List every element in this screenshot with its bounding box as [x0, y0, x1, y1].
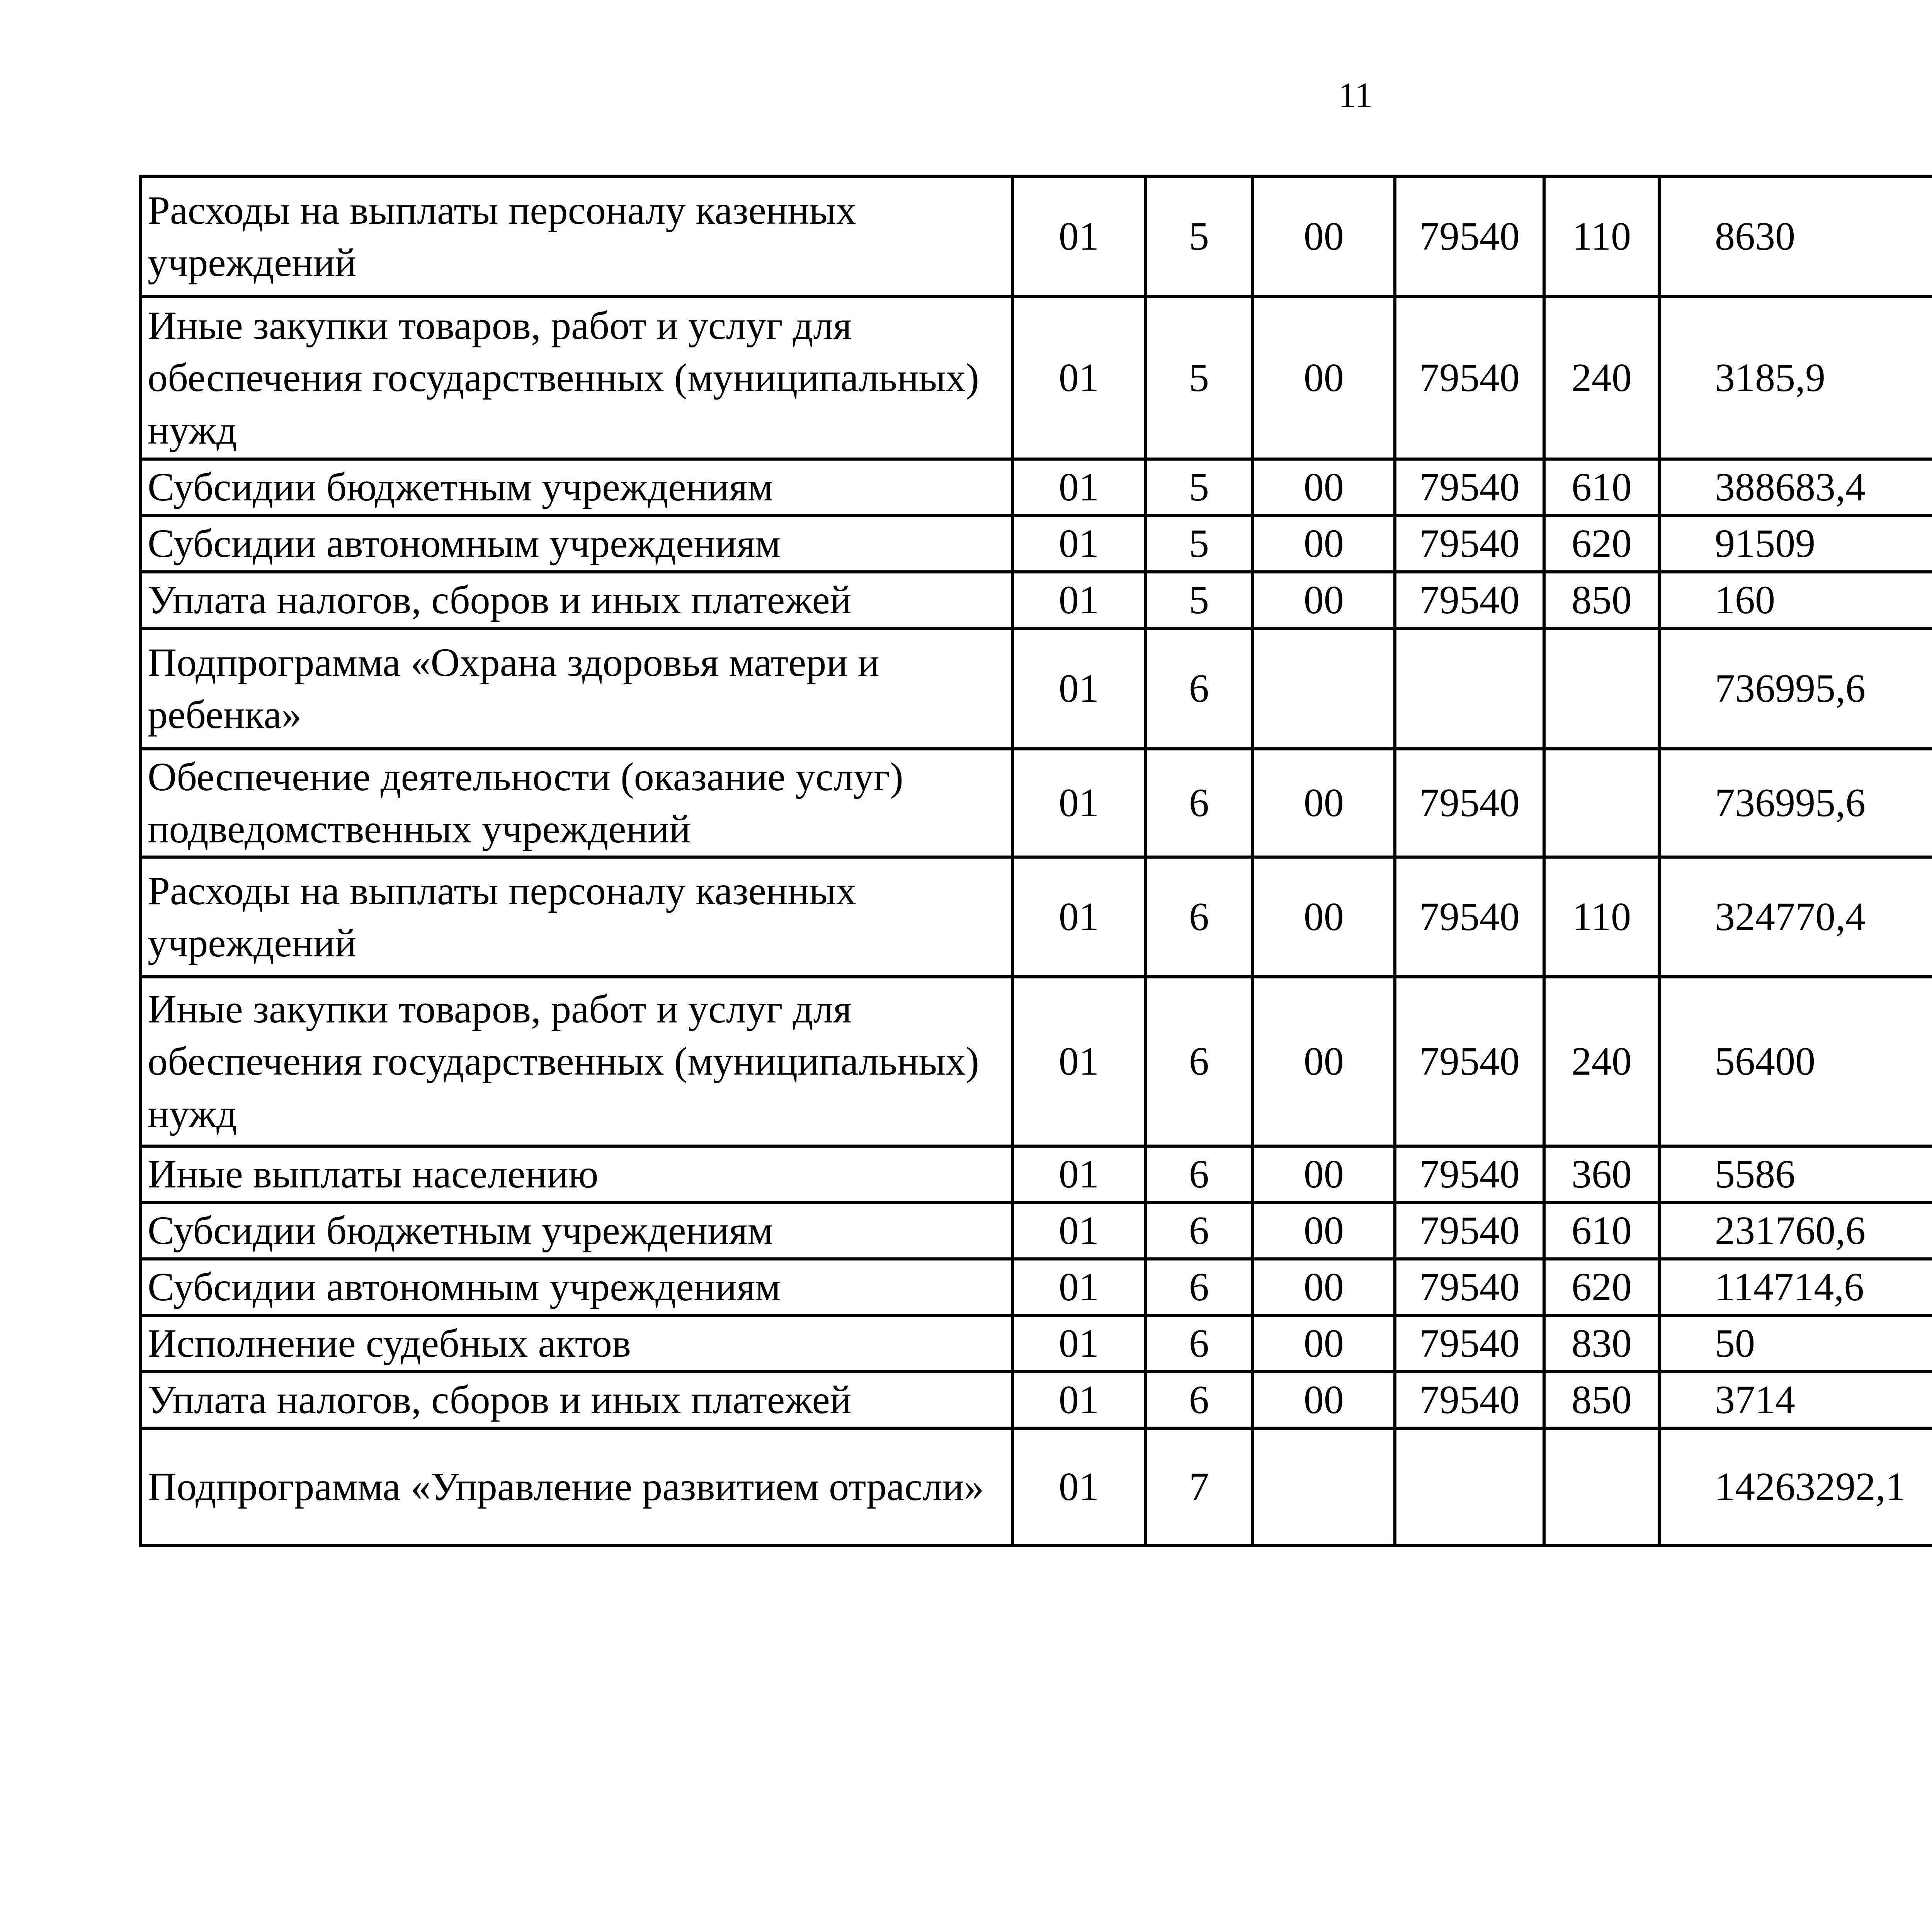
code-cell: 01 [1012, 977, 1145, 1146]
expense-name-cell: Расходы на выплаты персоналу казенных учреждений [141, 176, 1012, 297]
expense-name-cell: Уплата налогов, сборов и иных платежей [141, 1372, 1012, 1428]
expense-name-cell: Подпрограмма «Управление развитием отрасли» [141, 1428, 1012, 1546]
table-row [141, 1203, 1932, 1259]
code-cell: 01 [1012, 1146, 1145, 1203]
code-cell [1395, 628, 1544, 749]
amount-cell: 50 [1659, 1315, 1932, 1372]
code-cell: 360 [1544, 1146, 1659, 1203]
code-cell: 00 [1253, 515, 1395, 572]
expense-name-cell: Субсидии автономным учреждениям [141, 1259, 1012, 1315]
amount-cell: 736995,6 [1659, 749, 1932, 857]
table-row [141, 572, 1932, 628]
code-cell: 79540 [1395, 1259, 1544, 1315]
table-row [141, 1259, 1932, 1315]
code-cell: 240 [1544, 977, 1659, 1146]
expense-name-cell: Иные выплаты населению [141, 1146, 1012, 1203]
expense-name-cell: Обеспечение деятельности (оказание услуг) подведомственных учреждений [141, 749, 1012, 857]
code-cell: 00 [1253, 459, 1395, 515]
code-cell [1544, 628, 1659, 749]
subprogram-row [141, 628, 1932, 749]
code-cell: 00 [1253, 857, 1395, 977]
table-row [141, 1315, 1932, 1372]
code-cell: 00 [1253, 1146, 1395, 1203]
code-cell: 620 [1544, 515, 1659, 572]
code-cell: 01 [1012, 572, 1145, 628]
code-cell: 6 [1145, 1372, 1253, 1428]
expense-name-cell: Субсидии автономным учреждениям [141, 515, 1012, 572]
code-cell: 6 [1145, 1146, 1253, 1203]
amount-cell: 736995,6 [1659, 628, 1932, 749]
expense-name-cell: Подпрограмма «Охрана здоровья матери и ребенка» [141, 628, 1012, 749]
amount-cell: 91509 [1659, 515, 1932, 572]
code-cell: 01 [1012, 459, 1145, 515]
code-cell: 79540 [1395, 977, 1544, 1146]
expense-name-cell: Уплата налогов, сборов и иных платежей [141, 572, 1012, 628]
code-cell: 79540 [1395, 1146, 1544, 1203]
code-cell: 610 [1544, 1203, 1659, 1259]
code-cell: 01 [1012, 1428, 1145, 1546]
code-cell: 79540 [1395, 1203, 1544, 1259]
code-cell: 110 [1544, 857, 1659, 977]
table-row [141, 459, 1932, 515]
code-cell: 5 [1145, 572, 1253, 628]
code-cell [1395, 1428, 1544, 1546]
code-cell: 01 [1012, 176, 1145, 297]
code-cell: 01 [1012, 1203, 1145, 1259]
code-cell: 01 [1012, 1259, 1145, 1315]
amount-cell: 56400 [1659, 977, 1932, 1146]
amount-cell: 5586 [1659, 1146, 1932, 1203]
code-cell: 6 [1145, 1203, 1253, 1259]
table-row [141, 977, 1932, 1146]
code-cell: 00 [1253, 1315, 1395, 1372]
code-cell: 79540 [1395, 176, 1544, 297]
code-cell: 00 [1253, 176, 1395, 297]
code-cell: 5 [1145, 176, 1253, 297]
code-cell: 01 [1012, 749, 1145, 857]
code-cell: 79540 [1395, 749, 1544, 857]
code-cell: 01 [1012, 628, 1145, 749]
code-cell: 01 [1012, 857, 1145, 977]
amount-cell: 231760,6 [1659, 1203, 1932, 1259]
table-row [141, 297, 1932, 459]
expense-name-cell: Субсидии бюджетным учреждениям [141, 1203, 1012, 1259]
code-cell: 00 [1253, 977, 1395, 1146]
expense-name-cell: Субсидии бюджетным учреждениям [141, 459, 1012, 515]
code-cell: 79540 [1395, 572, 1544, 628]
code-cell: 240 [1544, 297, 1659, 459]
expense-name-cell: Исполнение судебных актов [141, 1315, 1012, 1372]
code-cell: 110 [1544, 176, 1659, 297]
code-cell: 850 [1544, 1372, 1659, 1428]
code-cell: 79540 [1395, 857, 1544, 977]
code-cell: 00 [1253, 572, 1395, 628]
table-row [141, 857, 1932, 977]
code-cell: 01 [1012, 297, 1145, 459]
budget-table [139, 175, 1932, 1547]
code-cell: 79540 [1395, 1315, 1544, 1372]
code-cell: 01 [1012, 515, 1145, 572]
amount-cell: 3714 [1659, 1372, 1932, 1428]
code-cell: 00 [1253, 1259, 1395, 1315]
code-cell: 610 [1544, 459, 1659, 515]
code-cell: 6 [1145, 977, 1253, 1146]
table-row [141, 176, 1932, 297]
amount-cell: 324770,4 [1659, 857, 1932, 977]
code-cell: 6 [1145, 1315, 1253, 1372]
table-row [141, 515, 1932, 572]
expense-name-cell: Иные закупки товаров, работ и услуг для обеспечения государственных (муниципальных) нужд [141, 297, 1012, 459]
amount-cell: 114714,6 [1659, 1259, 1932, 1315]
code-cell [1544, 1428, 1659, 1546]
code-cell: 620 [1544, 1259, 1659, 1315]
code-cell: 01 [1012, 1372, 1145, 1428]
expense-name-cell: Иные закупки товаров, работ и услуг для обеспечения государственных (муниципальных) нужд [141, 977, 1012, 1146]
amount-cell: 388683,4 [1659, 459, 1932, 515]
code-cell: 830 [1544, 1315, 1659, 1372]
code-cell: 5 [1145, 297, 1253, 459]
expense-name-cell: Расходы на выплаты персоналу казенных учреждений [141, 857, 1012, 977]
page-number: 11 [1338, 75, 1373, 115]
code-cell: 79540 [1395, 297, 1544, 459]
code-cell: 00 [1253, 749, 1395, 857]
amount-cell: 3185,9 [1659, 297, 1932, 459]
code-cell: 79540 [1395, 459, 1544, 515]
code-cell: 79540 [1395, 515, 1544, 572]
code-cell: 01 [1012, 1315, 1145, 1372]
amount-cell: 160 [1659, 572, 1932, 628]
code-cell: 6 [1145, 1259, 1253, 1315]
subprogram-row [141, 1428, 1932, 1546]
code-cell [1253, 628, 1395, 749]
amount-cell: 8630 [1659, 176, 1932, 297]
table-row [141, 1372, 1932, 1428]
code-cell: 6 [1145, 857, 1253, 977]
amount-cell: 14263292,1 [1659, 1428, 1932, 1546]
code-cell: 7 [1145, 1428, 1253, 1546]
code-cell [1253, 1428, 1395, 1546]
code-cell: 6 [1145, 628, 1253, 749]
code-cell: 5 [1145, 459, 1253, 515]
table-row [141, 749, 1932, 857]
code-cell [1544, 749, 1659, 857]
code-cell: 00 [1253, 297, 1395, 459]
table-row [141, 1146, 1932, 1203]
code-cell: 00 [1253, 1372, 1395, 1428]
code-cell: 00 [1253, 1203, 1395, 1259]
code-cell: 5 [1145, 515, 1253, 572]
code-cell: 79540 [1395, 1372, 1544, 1428]
code-cell: 850 [1544, 572, 1659, 628]
code-cell: 6 [1145, 749, 1253, 857]
